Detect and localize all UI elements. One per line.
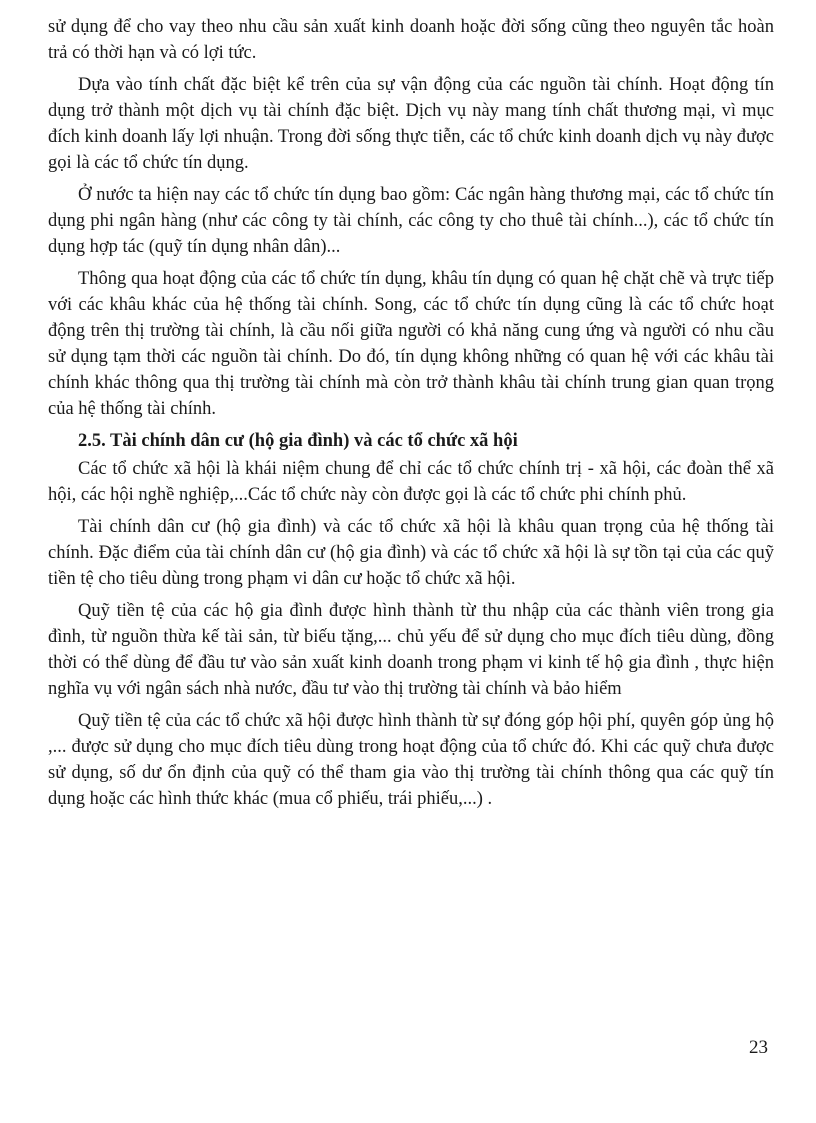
paragraph-household-funds: Quỹ tiền tệ của các hộ gia đình được hình thành từ thu nhập của các thành viên trong gia đình, từ nguồn thừa kế tài sản, từ biếu tặng,... chủ yếu để sử dụng cho mục đích tiêu dùng, đồng thời có thể dùng để đầu tư vào sản xuất kinh doanh trong phạm vi kinh tế hộ gia đình , thực hiện nghĩa vụ với ngân sách nhà nước, đầu tư vào thị trường tài chính và bảo hiểm <box>48 601 774 699</box>
paragraph-credit-role: Thông qua hoạt động của các tổ chức tín dụng, khâu tín dụng có quan hệ chặt chẽ và trực tiếp với các khâu khác của hệ thống tài chính. Song, các tổ chức tín dụng cũng là các tổ chức hoạt động trên thị trường tài chính, là cầu nối giữa người có khả năng cung ứng và người có nhu cầu sử dụng tạm thời các nguồn tài chính. Do đó, tín dụng không những có quan hệ với các khâu tài chính khác thông qua thị trường tài chính mà còn trở thành khâu tài chính trung gian quan trọng của hệ thống tài chính. <box>48 269 774 419</box>
paragraph-continuation: sử dụng để cho vay theo nhu cầu sản xuất kinh doanh hoặc đời sống cũng theo nguyên tắc hoàn trả có thời hạn và có lợi tức. <box>48 17 774 63</box>
paragraph-household-finance: Tài chính dân cư (hộ gia đình) và các tổ chức xã hội là khâu quan trọng của hệ thống tài chính. Đặc điểm của tài chính dân cư (hộ gia đình) và các tổ chức xã hội là sự tồn tại của các quỹ tiền tệ cho tiêu dùng trong phạm vi dân cư hoặc tổ chức xã hội. <box>48 517 774 589</box>
paragraph-social-funds: Quỹ tiền tệ của các tổ chức xã hội được hình thành từ sự đóng góp hội phí, quyên góp ủng hộ ,... được sử dụng cho mục đích tiêu dùng trong hoạt động của tổ chức đó. Khi các quỹ chưa được sử dụng, số dư ổn định của quỹ có thể tham gia vào thị trường tài chính thông qua các quỹ tín dụng hoặc các hình thức khác (mua cổ phiếu, trái phiếu,...) . <box>48 711 774 809</box>
paragraph-credit-services: Dựa vào tính chất đặc biệt kể trên của sự vận động của các nguồn tài chính. Hoạt động tín dụng trở thành một dịch vụ tài chính đặc biệt. Dịch vụ này mang tính chất thương mại, vì mục đích kinh doanh lấy lợi nhuận. Trong đời sống thực tiễn, các tổ chức kinh doanh dịch vụ này được gọi là các tổ chức tín dụng. <box>48 75 774 173</box>
body-text <box>48 14 774 818</box>
paragraph-credit-institutions: Ở nước ta hiện nay các tổ chức tín dụng bao gồm: Các ngân hàng thương mại, các tổ chức tín dụng phi ngân hàng (như các công ty tài chính, các công ty cho thuê tài chính...), các tổ chức tín dụng hợp tác (quỹ tín dụng nhân dân)... <box>48 185 774 257</box>
page-number: 23 <box>749 1037 768 1058</box>
section-heading: 2.5. Tài chính dân cư (hộ gia đình) và các tổ chức xã hội <box>78 431 518 451</box>
paragraph-social-organizations: Các tổ chức xã hội là khái niệm chung để chỉ các tổ chức chính trị - xã hội, các đoàn thể xã hội, các hội nghề nghiệp,...Các tổ chức này còn được gọi là các tổ chức phi chính phủ. <box>48 459 774 505</box>
